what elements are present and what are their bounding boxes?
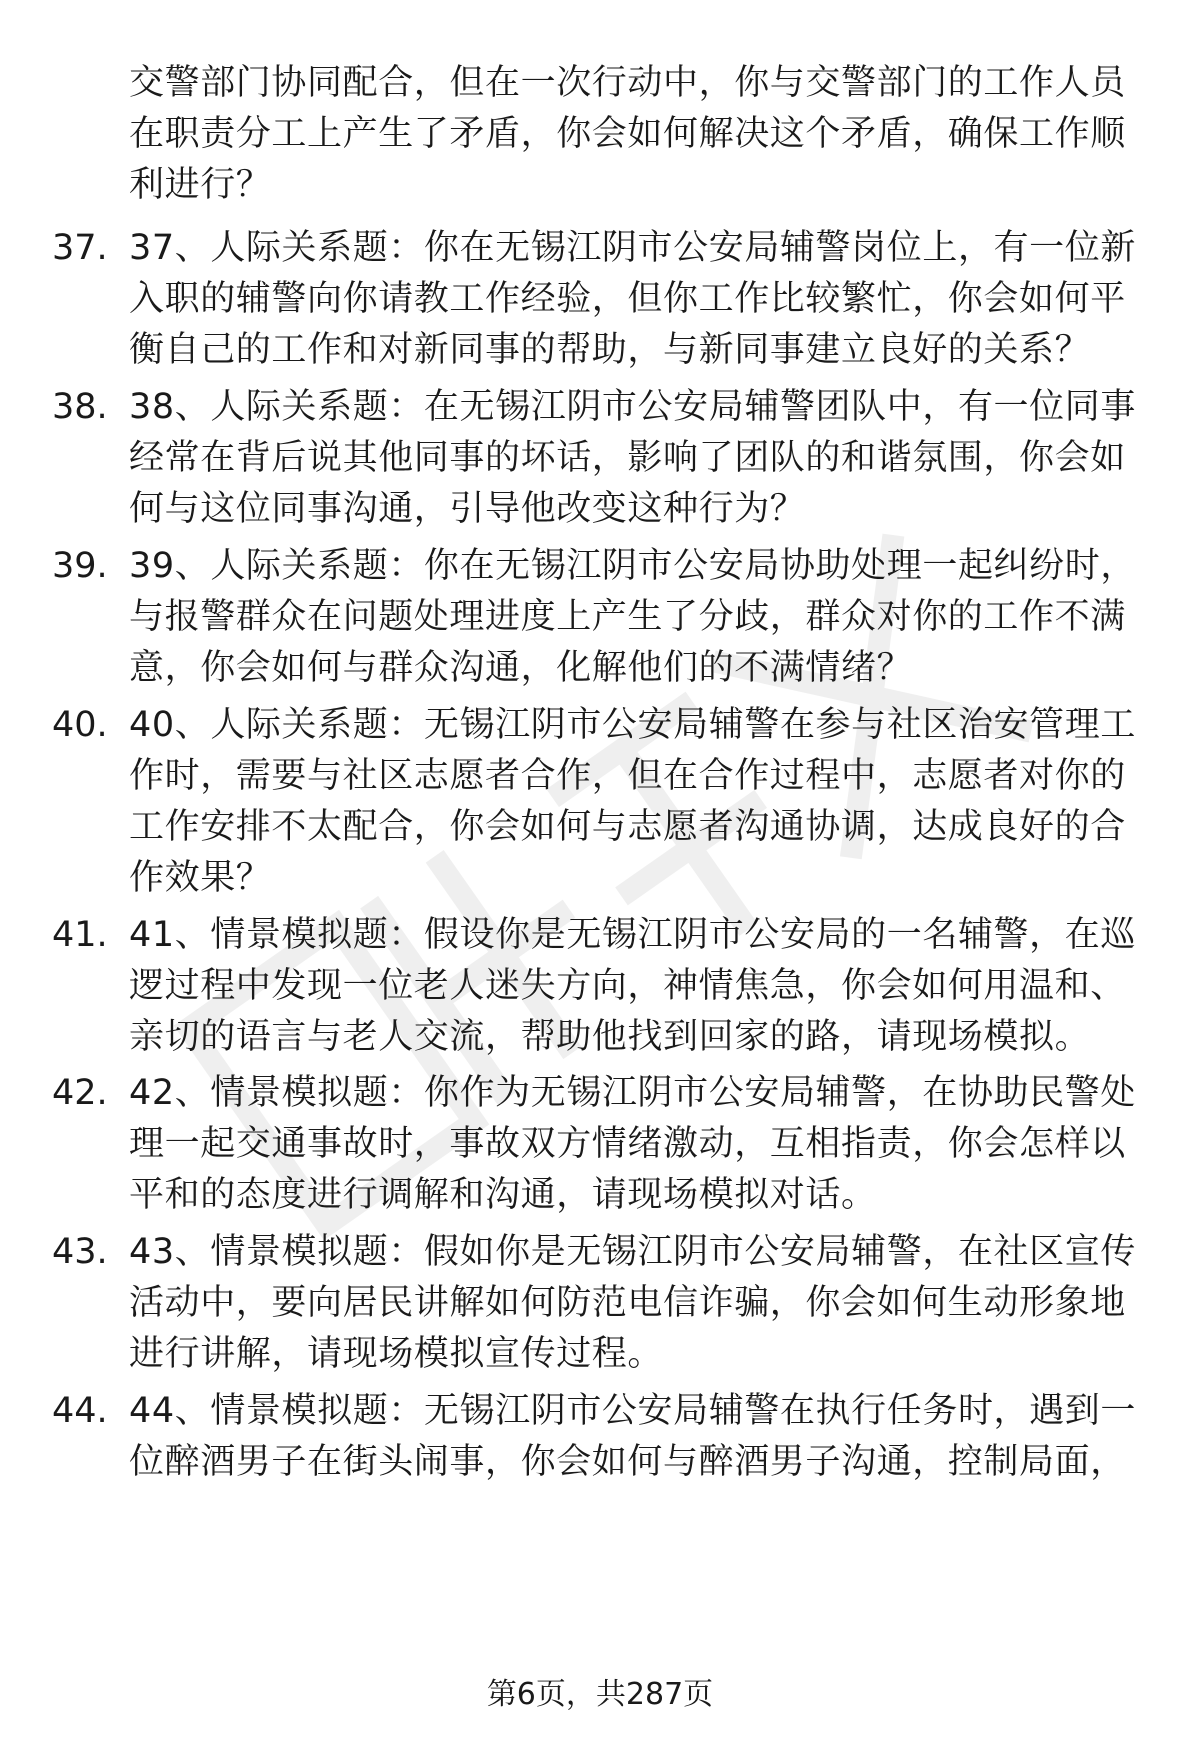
item-number: 39. xyxy=(52,546,108,586)
item-text: 43、情景模拟题：假如你是无锡江阴市公安局辅警，在社区宣传活动中，要向居民讲解如何防范电信诈骗，你会如何生动形象地进行讲解，请现场模拟宣传过程。 xyxy=(129,1232,1136,1374)
item-text: 40、人际关系题：无锡江阴市公安局辅警在参与社区治安管理工作时，需要与社区志愿者合作，但在合作过程中，志愿者对你的工作安排不太配合，你会如何与志愿者沟通协调，达成良好的合作效果？ xyxy=(129,705,1136,898)
item-number: 42. xyxy=(52,1073,108,1113)
item-text: 37、人际关系题：你在无锡江阴市公安局辅警岗位上，有一位新入职的辅警向你请教工作经验，但你工作比较繁忙，你会如何平衡自己的工作和对新同事的帮助，与新同事建立良好的关系？ xyxy=(129,228,1136,370)
item-text: 39、人际关系题：你在无锡江阴市公安局协助处理一起纠纷时，与报警群众在问题处理进度上产生了分歧，群众对你的工作不满意，你会如何与群众沟通，化解他们的不满情绪？ xyxy=(129,546,1136,688)
item-text: 44、情景模拟题：无锡江阴市公安局辅警在执行任务时，遇到一位醉酒男子在街头闹事，你会如何与醉酒男子沟通，控制局面， xyxy=(129,1391,1136,1482)
item-text: 42、情景模拟题：你作为无锡江阴市公安局辅警，在协助民警处理一起交通事故时，事故双方情绪激动，互相指责，你会怎样以平和的态度进行调解和沟通，请现场模拟对话。 xyxy=(129,1073,1136,1215)
item-text: 41、情景模拟题：假设你是无锡江阴市公安局的一名辅警，在巡逻过程中发现一位老人迷失方向，神情焦急，你会如何用温和、亲切的语言与老人交流，帮助他找到回家的路，请现场模拟。 xyxy=(129,915,1136,1057)
item-number: 43. xyxy=(52,1232,108,1272)
item-number: 37. xyxy=(52,228,108,268)
item-number: 44. xyxy=(52,1391,108,1431)
item-number: 41. xyxy=(52,915,108,955)
continuation-paragraph: 交警部门协同配合，但在一次行动中，你与交警部门的工作人员在职责分工上产生了矛盾，你会如何解决这个矛盾，确保工作顺利进行？ xyxy=(129,63,1126,205)
item-number: 40. xyxy=(52,705,108,745)
page-footer: 第6页，共287页 xyxy=(486,1677,714,1712)
item-text: 38、人际关系题：在无锡江阴市公安局辅警团队中，有一位同事经常在背后说其他同事的坏话，影响了团队的和谐氛围，你会如何与这位同事沟通，引导他改变这种行为？ xyxy=(129,387,1136,529)
item-number: 38. xyxy=(52,387,108,427)
